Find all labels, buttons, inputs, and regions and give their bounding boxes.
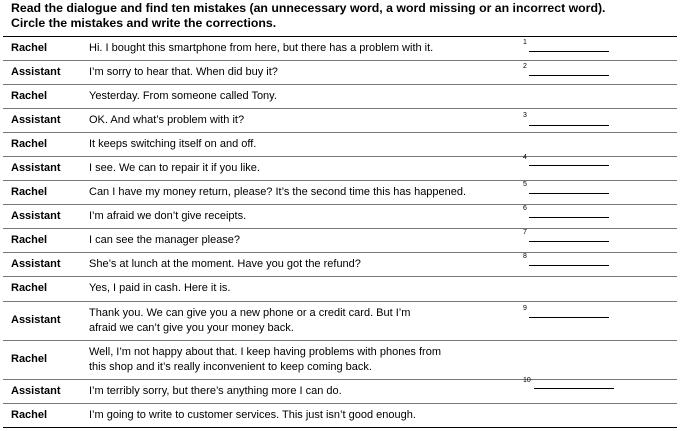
dialogue-text: I’m terribly sorry, but there’s anything more I can do.	[83, 379, 523, 403]
answer-number: 1	[523, 39, 527, 46]
dialogue-text: Hi. I bought this smartphone from here, but there has a problem with it.	[83, 37, 523, 61]
dialogue-row-1	[3, 37, 677, 61]
answer-number: 6	[523, 205, 527, 213]
answer-line[interactable]	[529, 317, 609, 318]
dialogue-row-14	[3, 379, 677, 403]
instructions	[11, 1, 679, 31]
answer-cell-empty	[523, 85, 677, 109]
answer-line[interactable]	[529, 217, 609, 218]
dialogue-text-line-2: afraid we can’t give you your money back.	[89, 321, 294, 334]
answer-number: 2	[523, 63, 527, 71]
answer-number: 9	[523, 304, 527, 312]
speaker: Assistant	[3, 109, 83, 133]
answer-cell-1	[523, 37, 677, 61]
dialogue-text: It keeps switching itself on and off.	[83, 133, 523, 157]
dialogue-text: I’m sorry to hear that. When did buy it?	[83, 61, 523, 85]
dialogue-text: I’m going to write to customer services. This just isn’t good enough.	[83, 403, 523, 427]
speaker: Rachel	[3, 229, 83, 253]
dialogue-text	[83, 340, 523, 379]
answer-cell-10	[523, 376, 677, 403]
answer-line[interactable]	[529, 125, 609, 126]
dialogue-row-15	[3, 403, 677, 427]
dialogue-row-12	[3, 301, 677, 340]
speaker: Assistant	[3, 253, 83, 277]
dialogue-text-line-2: this shop and it’s really inconvenient to keep coming back.	[89, 360, 372, 373]
speaker: Rachel	[3, 181, 83, 205]
speaker: Assistant	[3, 61, 83, 85]
answer-number: 3	[523, 112, 527, 120]
dialogue-text: Yesterday. From someone called Tony.	[83, 85, 523, 109]
answer-cell-3	[523, 109, 677, 133]
answer-cell-empty	[523, 403, 677, 427]
dialogue-row-6	[3, 157, 677, 181]
dialogue-row-9	[3, 229, 677, 253]
dialogue-row-13	[3, 340, 677, 379]
dialogue-row-7	[3, 181, 677, 205]
dialogue-text: OK. And what’s problem with it?	[83, 109, 523, 133]
answer-number: 4	[523, 154, 527, 162]
speaker: Rachel	[3, 340, 83, 379]
speaker: Assistant	[3, 205, 83, 229]
answer-line[interactable]	[529, 75, 609, 76]
speaker: Rachel	[3, 403, 83, 427]
instruction-line-2: Circle the mistakes and write the corrections.	[11, 16, 277, 30]
dialogue-text-line-1: Well, I’m not happy about that. I keep having problems with phones from	[89, 345, 441, 358]
answer-cell-7	[523, 229, 677, 253]
speaker: Rachel	[3, 277, 83, 301]
answer-cell-9	[523, 301, 677, 340]
dialogue-row-10	[3, 253, 677, 277]
dialogue-text: I’m afraid we don’t give receipts.	[83, 205, 523, 229]
dialogue-row-8	[3, 205, 677, 229]
dialogue-text: Can I have my money return, please? It’s the second time this has happened.	[83, 181, 523, 205]
dialogue-row-2	[3, 61, 677, 85]
answer-cell-empty	[523, 133, 677, 157]
answer-number: 10	[523, 376, 531, 384]
dialogue-table	[3, 36, 677, 428]
speaker: Assistant	[3, 301, 83, 340]
dialogue-text-line-1: Thank you. We can give you a new phone or a credit card. But I’m	[89, 306, 411, 319]
answer-cell-4	[523, 154, 677, 181]
dialogue-text: I can see the manager please?	[83, 229, 523, 253]
dialogue-row-4	[3, 109, 677, 133]
answer-number: 8	[523, 253, 527, 261]
speaker: Rachel	[3, 133, 83, 157]
answer-cell-empty	[523, 277, 677, 301]
answer-cell-5	[523, 181, 677, 205]
speaker: Assistant	[3, 157, 83, 181]
answer-line[interactable]	[534, 388, 614, 389]
answer-line[interactable]	[529, 193, 609, 194]
dialogue-row-3	[3, 85, 677, 109]
dialogue-row-11	[3, 277, 677, 301]
dialogue-row-5	[3, 133, 677, 157]
dialogue-text: Yes, I paid in cash. Here it is.	[83, 277, 523, 301]
answer-cell-empty	[523, 340, 677, 379]
speaker: Rachel	[3, 85, 83, 109]
answer-number: 7	[523, 229, 527, 237]
answer-line[interactable]	[529, 265, 609, 266]
dialogue-text: I see. We can to repair it if you like.	[83, 157, 523, 181]
answer-number: 5	[523, 181, 527, 189]
answer-cell-8	[523, 253, 677, 277]
answer-cell-2	[523, 61, 677, 85]
dialogue-text	[83, 301, 523, 340]
answer-line[interactable]	[529, 165, 609, 166]
instruction-line-1: Read the dialogue and find ten mistakes (an unnecessary word, a word missing or an incorrect word).	[11, 1, 606, 15]
speaker: Rachel	[3, 37, 83, 61]
dialogue-text: She’s at lunch at the moment. Have you got the refund?	[83, 253, 523, 277]
speaker: Assistant	[3, 379, 83, 403]
answer-line[interactable]	[529, 51, 609, 52]
answer-line[interactable]	[529, 241, 609, 242]
answer-cell-6	[523, 205, 677, 229]
